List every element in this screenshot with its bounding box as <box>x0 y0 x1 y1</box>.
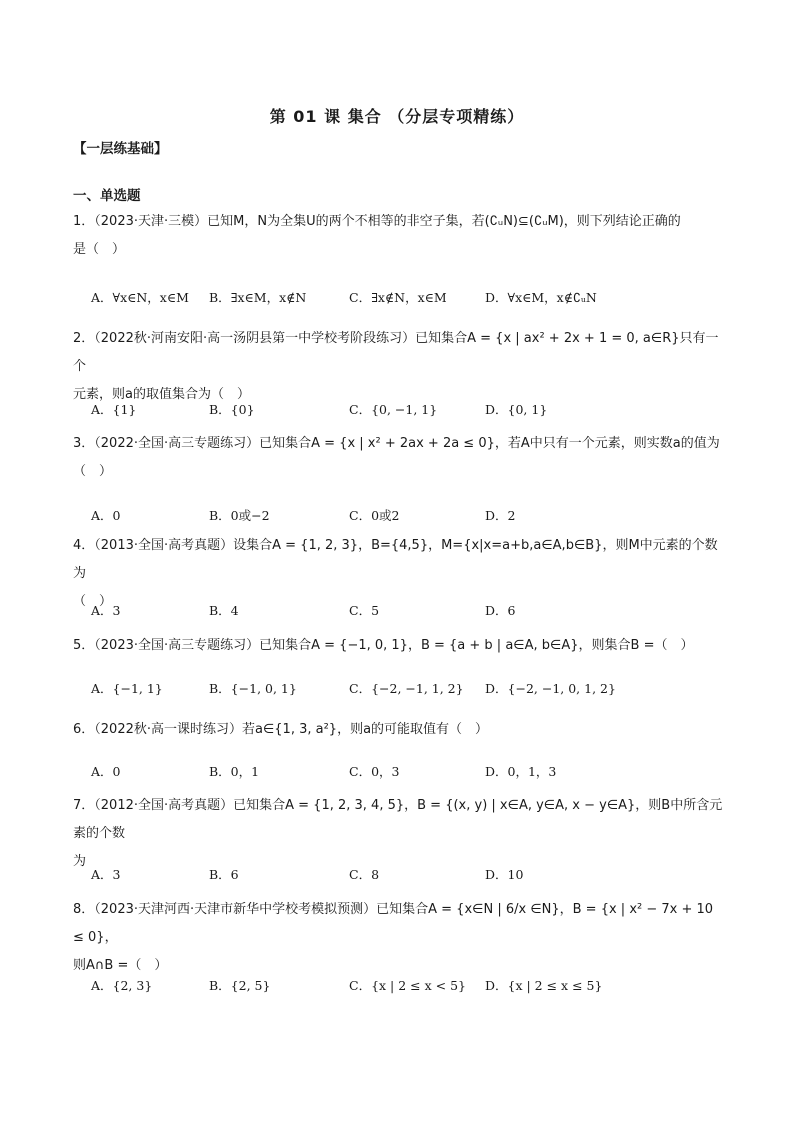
question-1-option-b: B．∃x∈M，x∉N <box>209 290 307 305</box>
question-7-option-c: C．8 <box>349 867 380 882</box>
question-6-line-1: 6．（2022秋·高一课时练习）若a∈{1, 3, a²}，则a的可能取值有（ ） <box>73 722 489 737</box>
question-7-option-d: D．10 <box>485 867 524 882</box>
question-2-option-c: C．{0, −1, 1} <box>349 402 438 417</box>
section-type-heading: 一、单选题 <box>73 188 141 204</box>
question-1-option-d: D．∀x∈M，x∉∁ᵤN <box>485 290 597 305</box>
question-6-option-a: A．0 <box>91 764 121 779</box>
question-3-option-c: C．0或2 <box>349 508 400 523</box>
question-3-option-a: A．0 <box>91 508 121 523</box>
question-6-options <box>91 762 731 784</box>
question-8-option-a: A．{2, 3} <box>91 978 153 993</box>
question-4-line-1: 4．（2013·全国·高考真题）设集合A = {1, 2, 3}，B={4,5}，M={x|x=a+b,a∈A,b∈B}，则M中元素的个数为 <box>73 538 718 581</box>
question-6 <box>73 716 725 744</box>
question-8-option-c: C．{x | 2 ≤ x < 5} <box>349 978 466 993</box>
question-3-line-2: （ ） <box>73 464 113 479</box>
question-2-line-2: 元素，则a的取值集合为（ ） <box>73 387 250 402</box>
question-4-option-c: C．5 <box>349 603 380 618</box>
question-4-option-b: B．4 <box>209 603 239 618</box>
question-6-option-b: B．0，1 <box>209 764 260 779</box>
question-3-option-b: B．0或−2 <box>209 508 270 523</box>
question-8-option-d: D．{x | 2 ≤ x ≤ 5} <box>485 978 603 993</box>
question-8-line-1: 8．（2023·天津河西·天津市新华中学校考模拟预测）已知集合A = {x∈N | 6/x ∈N}，B = {x | x² − 7x + 10 ≤ 0}， <box>73 902 714 945</box>
question-2-line-1: 2．（2022秋·河南安阳·高一汤阴县第一中学校考阶段练习）已知集合A = {x | ax² + 2x + 1 = 0, a∈R}只有一个 <box>73 331 719 374</box>
question-6-option-d: D．0，1，3 <box>485 764 557 779</box>
question-4-option-a: A．3 <box>91 603 121 618</box>
question-7-option-b: B．6 <box>209 867 239 882</box>
question-1-option-c: C．∃x∉N，x∈M <box>349 290 447 305</box>
question-8-option-b: B．{2, 5} <box>209 978 271 993</box>
question-2-option-a: A．{1} <box>91 402 137 417</box>
question-3-line-1: 3．（2022·全国·高三专题练习）已知集合A = {x | x² + 2ax + 2a ≤ 0}，若A中只有一个元素，则实数a的值为 <box>73 436 720 451</box>
question-5-option-b: B．{−1, 0, 1} <box>209 681 297 696</box>
question-7-option-a: A．3 <box>91 867 121 882</box>
section-level-heading: 【一层练基础】 <box>73 141 168 157</box>
question-5-option-d: D．{−2, −1, 0, 1, 2} <box>485 681 616 696</box>
question-2 <box>73 325 725 409</box>
question-3-option-d: D．2 <box>485 508 516 523</box>
question-4-option-d: D．6 <box>485 603 516 618</box>
question-5-options <box>91 679 731 701</box>
question-5 <box>73 632 725 660</box>
question-2-options <box>91 400 731 422</box>
question-2-option-d: D．{0, 1} <box>485 402 548 417</box>
page-title: 第 01 课 集合 （分层专项精练） <box>269 107 525 126</box>
question-8-options <box>91 976 731 998</box>
question-7-options <box>91 865 731 887</box>
question-4-line-2: （ ） <box>73 594 113 609</box>
question-1-option-a: A．∀x∈N，x∈M <box>91 290 189 305</box>
question-1-line-2: 是（ ） <box>73 242 126 257</box>
question-8 <box>73 896 725 980</box>
question-7-line-2: 为 <box>73 854 87 869</box>
question-4-options <box>91 601 731 623</box>
question-5-line-1: 5．（2023·全国·高三专题练习）已知集合A = {−1, 0, 1}，B = {a + b | a∈A, b∈A}，则集合B =（ ） <box>73 638 694 653</box>
question-7-line-1: 7．（2012·全国·高考真题）已知集合A = {1, 2, 3, 4, 5}，B = {(x, y) | x∈A, y∈A, x − y∈A}，则B中所含元素的个数 <box>73 798 723 841</box>
question-3 <box>73 430 725 486</box>
question-3-options <box>91 506 731 528</box>
question-7 <box>73 792 725 876</box>
question-1 <box>73 208 725 264</box>
question-5-option-c: C．{−2, −1, 1, 2} <box>349 681 464 696</box>
question-8-line-2: 则A∩B =（ ） <box>73 958 168 973</box>
question-2-option-b: B．{0} <box>209 402 255 417</box>
question-1-options <box>91 288 731 310</box>
question-6-option-c: C．0，3 <box>349 764 400 779</box>
question-5-option-a: A．{−1, 1} <box>91 681 163 696</box>
question-1-line-1: 1．（2023·天津·三模）已知M，N为全集U的两个不相等的非空子集，若(∁ᵤN)⊆(∁ᵤM)，则下列结论正确的 <box>73 214 681 229</box>
